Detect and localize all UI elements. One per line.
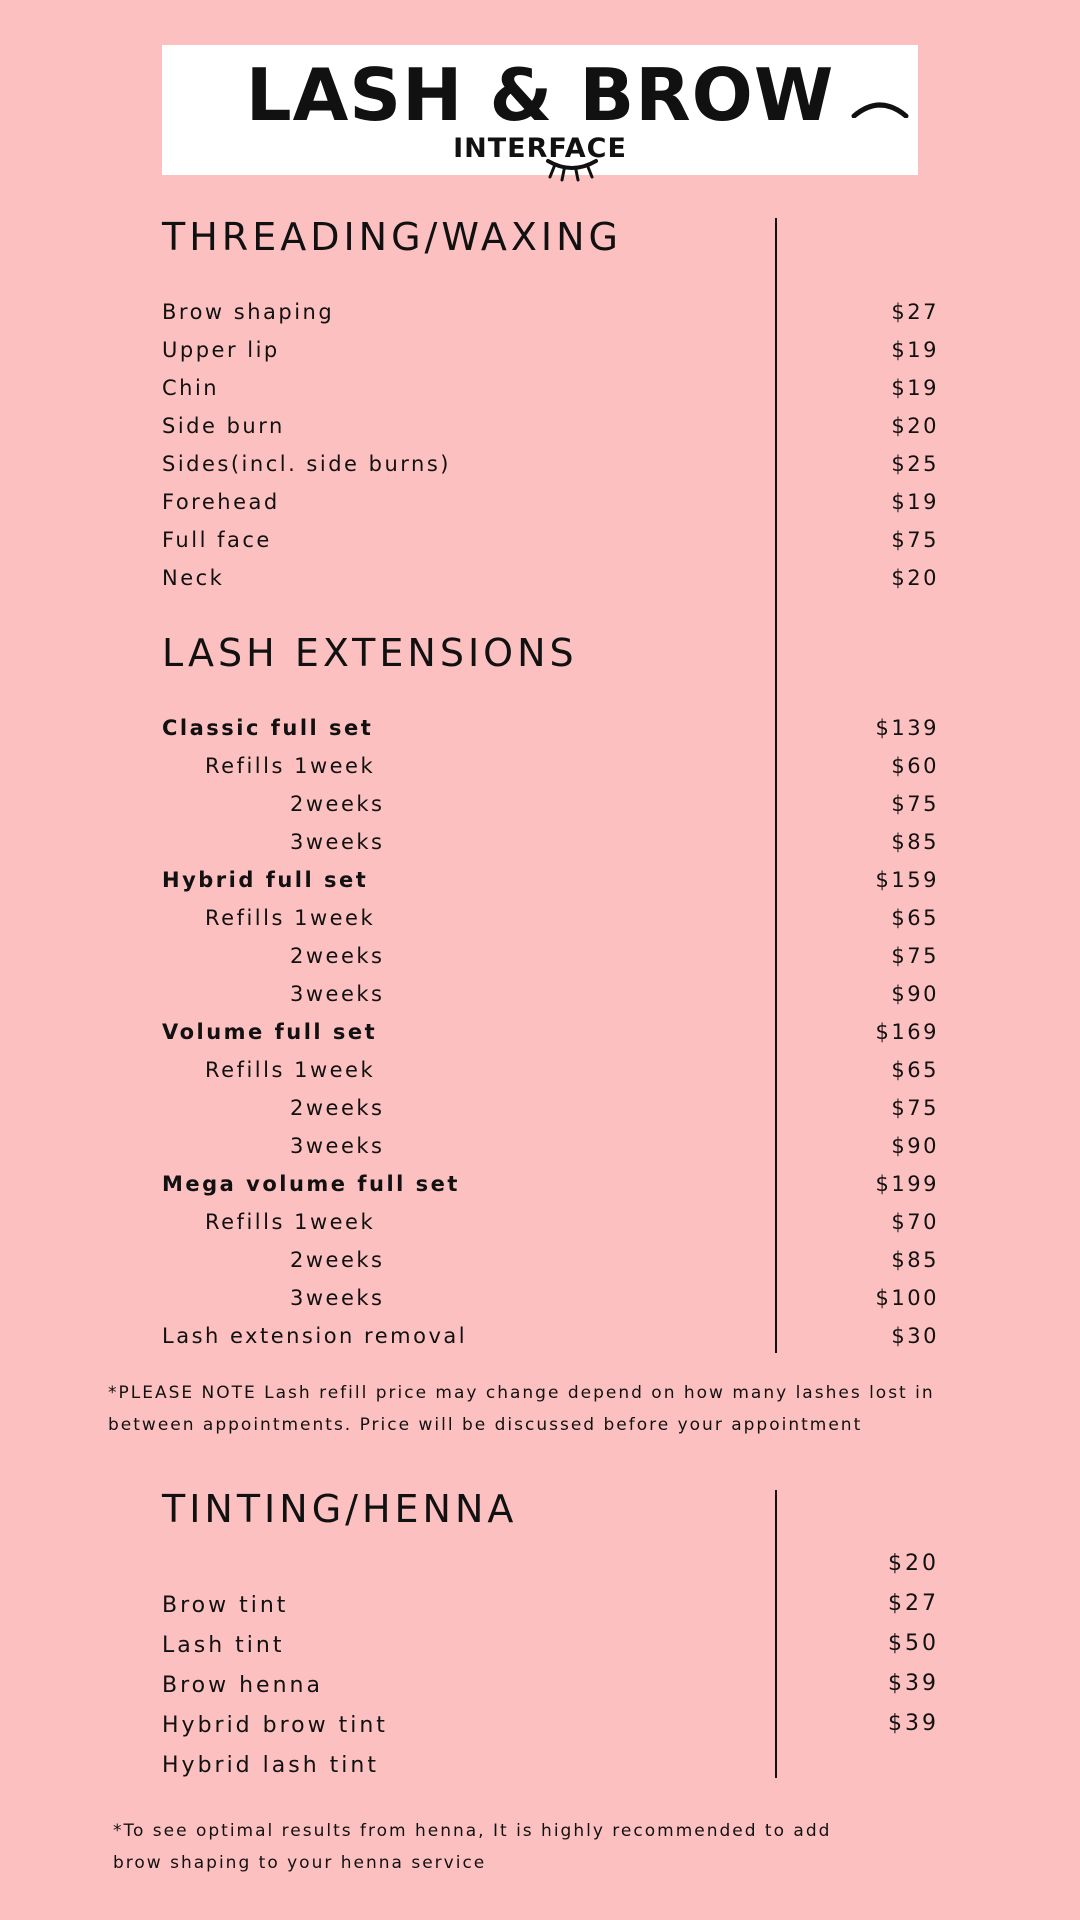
- service-price: $90: [891, 1134, 939, 1158]
- service-price: $20: [891, 414, 939, 438]
- service-price: $50: [888, 1631, 939, 1656]
- price-row: [162, 1127, 939, 1165]
- price-row: [162, 937, 939, 975]
- service-name: Lash tint: [162, 1633, 285, 1658]
- service-name: Upper lip: [162, 338, 280, 362]
- service-price: $85: [891, 1248, 939, 1272]
- service-price: $19: [891, 376, 939, 400]
- service-name: 3weeks: [290, 1286, 385, 1310]
- service-price: $90: [891, 982, 939, 1006]
- section-title-lash: LASH EXTENSIONS: [162, 631, 578, 675]
- service-name: Full face: [162, 528, 272, 552]
- service-name: Refills 1week: [205, 1210, 376, 1234]
- price-row: [162, 747, 939, 785]
- logo-wordmark: LASH & BROW: [245, 53, 835, 137]
- price-row: [162, 975, 939, 1013]
- price-row: [162, 785, 939, 823]
- service-name: Brow henna: [162, 1673, 323, 1698]
- service-price: $25: [891, 452, 939, 476]
- lash-refill-note: [108, 1377, 1008, 1441]
- price-row: [162, 1165, 939, 1203]
- henna-note: [113, 1815, 1013, 1879]
- service-price: $75: [891, 792, 939, 816]
- note-line: *PLEASE NOTE Lash refill price may change depend on how many lashes lost in: [108, 1383, 935, 1403]
- price-row: [162, 407, 939, 445]
- service-price: $100: [875, 1286, 939, 1310]
- service-price: $60: [891, 754, 939, 778]
- column-divider: [775, 1490, 777, 1778]
- price-row: [162, 1317, 939, 1355]
- price-row: [162, 483, 939, 521]
- price-row: [162, 1051, 939, 1089]
- price-row: [162, 1203, 939, 1241]
- service-price: $75: [891, 1096, 939, 1120]
- service-name: Chin: [162, 376, 220, 400]
- service-price: $139: [875, 716, 939, 740]
- service-name: 3weeks: [290, 1134, 385, 1158]
- service-name: 2weeks: [290, 1096, 385, 1120]
- service-name: Refills 1week: [205, 906, 376, 930]
- service-price: $199: [875, 1172, 939, 1196]
- service-price: $39: [888, 1671, 939, 1696]
- price-row: [162, 293, 939, 331]
- service-price: $30: [891, 1324, 939, 1348]
- service-price: $75: [891, 944, 939, 968]
- price-row: [162, 1013, 939, 1051]
- service-price: $159: [875, 868, 939, 892]
- service-name: 2weeks: [290, 944, 385, 968]
- logo: [162, 45, 918, 175]
- service-price: $169: [875, 1020, 939, 1044]
- logo-subtitle: INTERFACE: [453, 133, 627, 164]
- price-row: [162, 709, 939, 747]
- service-name: Classic full set: [162, 716, 374, 740]
- service-name: 3weeks: [290, 830, 385, 854]
- price-row: [162, 331, 939, 369]
- note-line: between appointments. Price will be discussed before your appointment: [108, 1415, 863, 1435]
- service-price: $27: [891, 300, 939, 324]
- service-name: Volume full set: [162, 1020, 378, 1044]
- price-row: [162, 445, 939, 483]
- price-row: [162, 861, 939, 899]
- service-name: Refills 1week: [205, 754, 376, 778]
- price-row: [162, 369, 939, 407]
- price-row: [162, 1089, 939, 1127]
- price-row: [162, 1241, 939, 1279]
- service-name: Hybrid brow tint: [162, 1713, 388, 1738]
- service-price: $39: [888, 1711, 939, 1736]
- service-name: Sides(incl. side burns): [162, 452, 451, 476]
- service-price: $19: [891, 338, 939, 362]
- service-price: $20: [888, 1551, 939, 1576]
- price-row: [162, 823, 939, 861]
- service-name: Mega volume full set: [162, 1172, 460, 1196]
- service-name: 2weeks: [290, 1248, 385, 1272]
- service-price: $70: [891, 1210, 939, 1234]
- service-price: $27: [888, 1591, 939, 1616]
- service-name: Neck: [162, 566, 225, 590]
- price-row: [162, 899, 939, 937]
- section-title-tinting: TINTING/HENNA: [162, 1487, 518, 1531]
- service-name: Lash extension removal: [162, 1324, 468, 1348]
- section-title-threading: THREADING/WAXING: [162, 215, 622, 259]
- price-row: [162, 521, 939, 559]
- note-line: *To see optimal results from henna, It is highly recommended to add: [113, 1821, 832, 1841]
- service-price: $65: [891, 906, 939, 930]
- service-name: Brow shaping: [162, 300, 335, 324]
- service-price: $85: [891, 830, 939, 854]
- service-name: Brow tint: [162, 1593, 289, 1618]
- service-name: 3weeks: [290, 982, 385, 1006]
- service-price: $65: [891, 1058, 939, 1082]
- service-price: $75: [891, 528, 939, 552]
- service-name: Forehead: [162, 490, 280, 514]
- brow-arc-icon: [850, 98, 910, 118]
- service-price: $19: [891, 490, 939, 514]
- service-name: Side burn: [162, 414, 285, 438]
- note-line: brow shaping to your henna service: [113, 1853, 487, 1873]
- price-row: [162, 559, 939, 597]
- service-price: $20: [891, 566, 939, 590]
- service-name: Hybrid full set: [162, 868, 369, 892]
- price-row: [162, 1279, 939, 1317]
- service-name: 2weeks: [290, 792, 385, 816]
- service-name: Refills 1week: [205, 1058, 376, 1082]
- service-name: Hybrid lash tint: [162, 1753, 379, 1778]
